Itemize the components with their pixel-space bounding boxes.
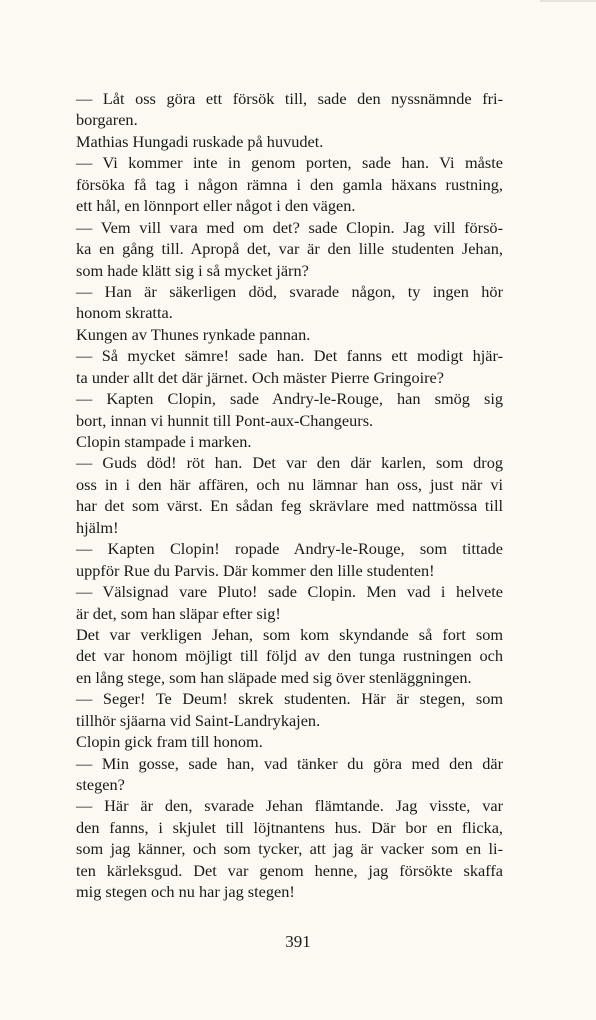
text-line: ka en gång till. Apropå det, var är den lille studenten Jehan, xyxy=(76,239,503,259)
text-line: — Guds död! röt han. Det var den där karlen, som drog xyxy=(76,453,503,473)
text-line: — Kapten Clopin, sade Andry-le-Rouge, han smög sig xyxy=(76,389,503,409)
text-line: — Min gosse, sade han, vad tänker du göra med den där xyxy=(76,753,503,773)
text-line: honom skratta. xyxy=(76,303,173,323)
text-line: som hade klätt sig i så mycket järn? xyxy=(76,260,309,280)
body-text xyxy=(76,88,503,903)
text-line: ett hål, en lönnport eller något i den vägen. xyxy=(76,196,356,216)
text-line: bort, innan vi hunnit till Pont-aux-Changeurs. xyxy=(76,410,374,430)
text-line: Kungen av Thunes rynkade pannan. xyxy=(76,324,311,344)
text-line: borgaren. xyxy=(76,110,138,130)
text-line: Clopin gick fram till honom. xyxy=(76,732,263,752)
text-line: den fanns, i skjulet till löjtnantens hus. Där bor en flicka, xyxy=(76,817,503,837)
text-line: stegen? xyxy=(76,775,125,794)
text-line: — Så mycket sämre! sade han. Det fanns ett modigt hjär- xyxy=(76,346,503,366)
text-line: uppför Rue du Parvis. Där kommer den lille studenten! xyxy=(76,560,435,580)
text-line: — Kapten Clopin! ropade Andry-le-Rouge, som tittade xyxy=(76,539,503,559)
text-line: — Välsignad vare Pluto! sade Clopin. Men vad i helvete xyxy=(76,582,503,602)
text-line: är det, som han släpar efter sig! xyxy=(76,603,281,623)
text-line: som jag känner, och som tycker, att jag är vacker som en li- xyxy=(76,839,503,859)
text-line: — Vem vill vara med om det? sade Clopin. Jag vill försö- xyxy=(76,217,503,237)
text-line: hjälm! xyxy=(76,517,119,537)
text-line: — Låt oss göra ett försök till, sade den nyssnämnde fri- xyxy=(76,89,503,108)
text-line: Clopin stampade i marken. xyxy=(76,432,252,451)
text-line: det var honom möjligt till följd av den tunga rustningen och xyxy=(76,646,503,666)
text-line: en lång stege, som han släpade med sig över stenläggningen. xyxy=(76,667,472,687)
text-line: har det som värst. En sådan feg skrävlare med nattmössa till xyxy=(76,496,503,516)
text-line: — Här är den, svarade Jehan flämtande. Jag visste, var xyxy=(76,796,503,816)
page-number: 391 xyxy=(285,932,311,951)
text-line: ten kärleksgud. Det var genom henne, jag försökte skaffa xyxy=(76,860,503,880)
page-edge xyxy=(540,0,596,2)
text-line: tillhör sjäarna vid Saint-Landrykajen. xyxy=(76,710,321,730)
text-line: oss in i den här affären, och nu lämnar han oss, just när vi xyxy=(76,474,503,494)
text-line: mig stegen och nu har jag stegen! xyxy=(76,882,295,902)
text-line: ta under allt det där järnet. Och mäster Pierre Gringoire? xyxy=(76,367,444,387)
text-line: — Han är säkerligen död, svarade någon, ty ingen hör xyxy=(76,281,503,301)
text-line: — Vi kommer inte in genom porten, sade han. Vi måste xyxy=(76,153,503,173)
text-line: Det var verkligen Jehan, som kom skyndande så fort som xyxy=(76,624,503,644)
text-line: försöka få tag i någon rämna i den gamla häxans rustning, xyxy=(76,174,503,194)
text-line: Mathias Hungadi ruskade på huvudet. xyxy=(76,131,324,151)
text-line: — Seger! Te Deum! skrek studenten. Här är stegen, som xyxy=(76,689,503,709)
